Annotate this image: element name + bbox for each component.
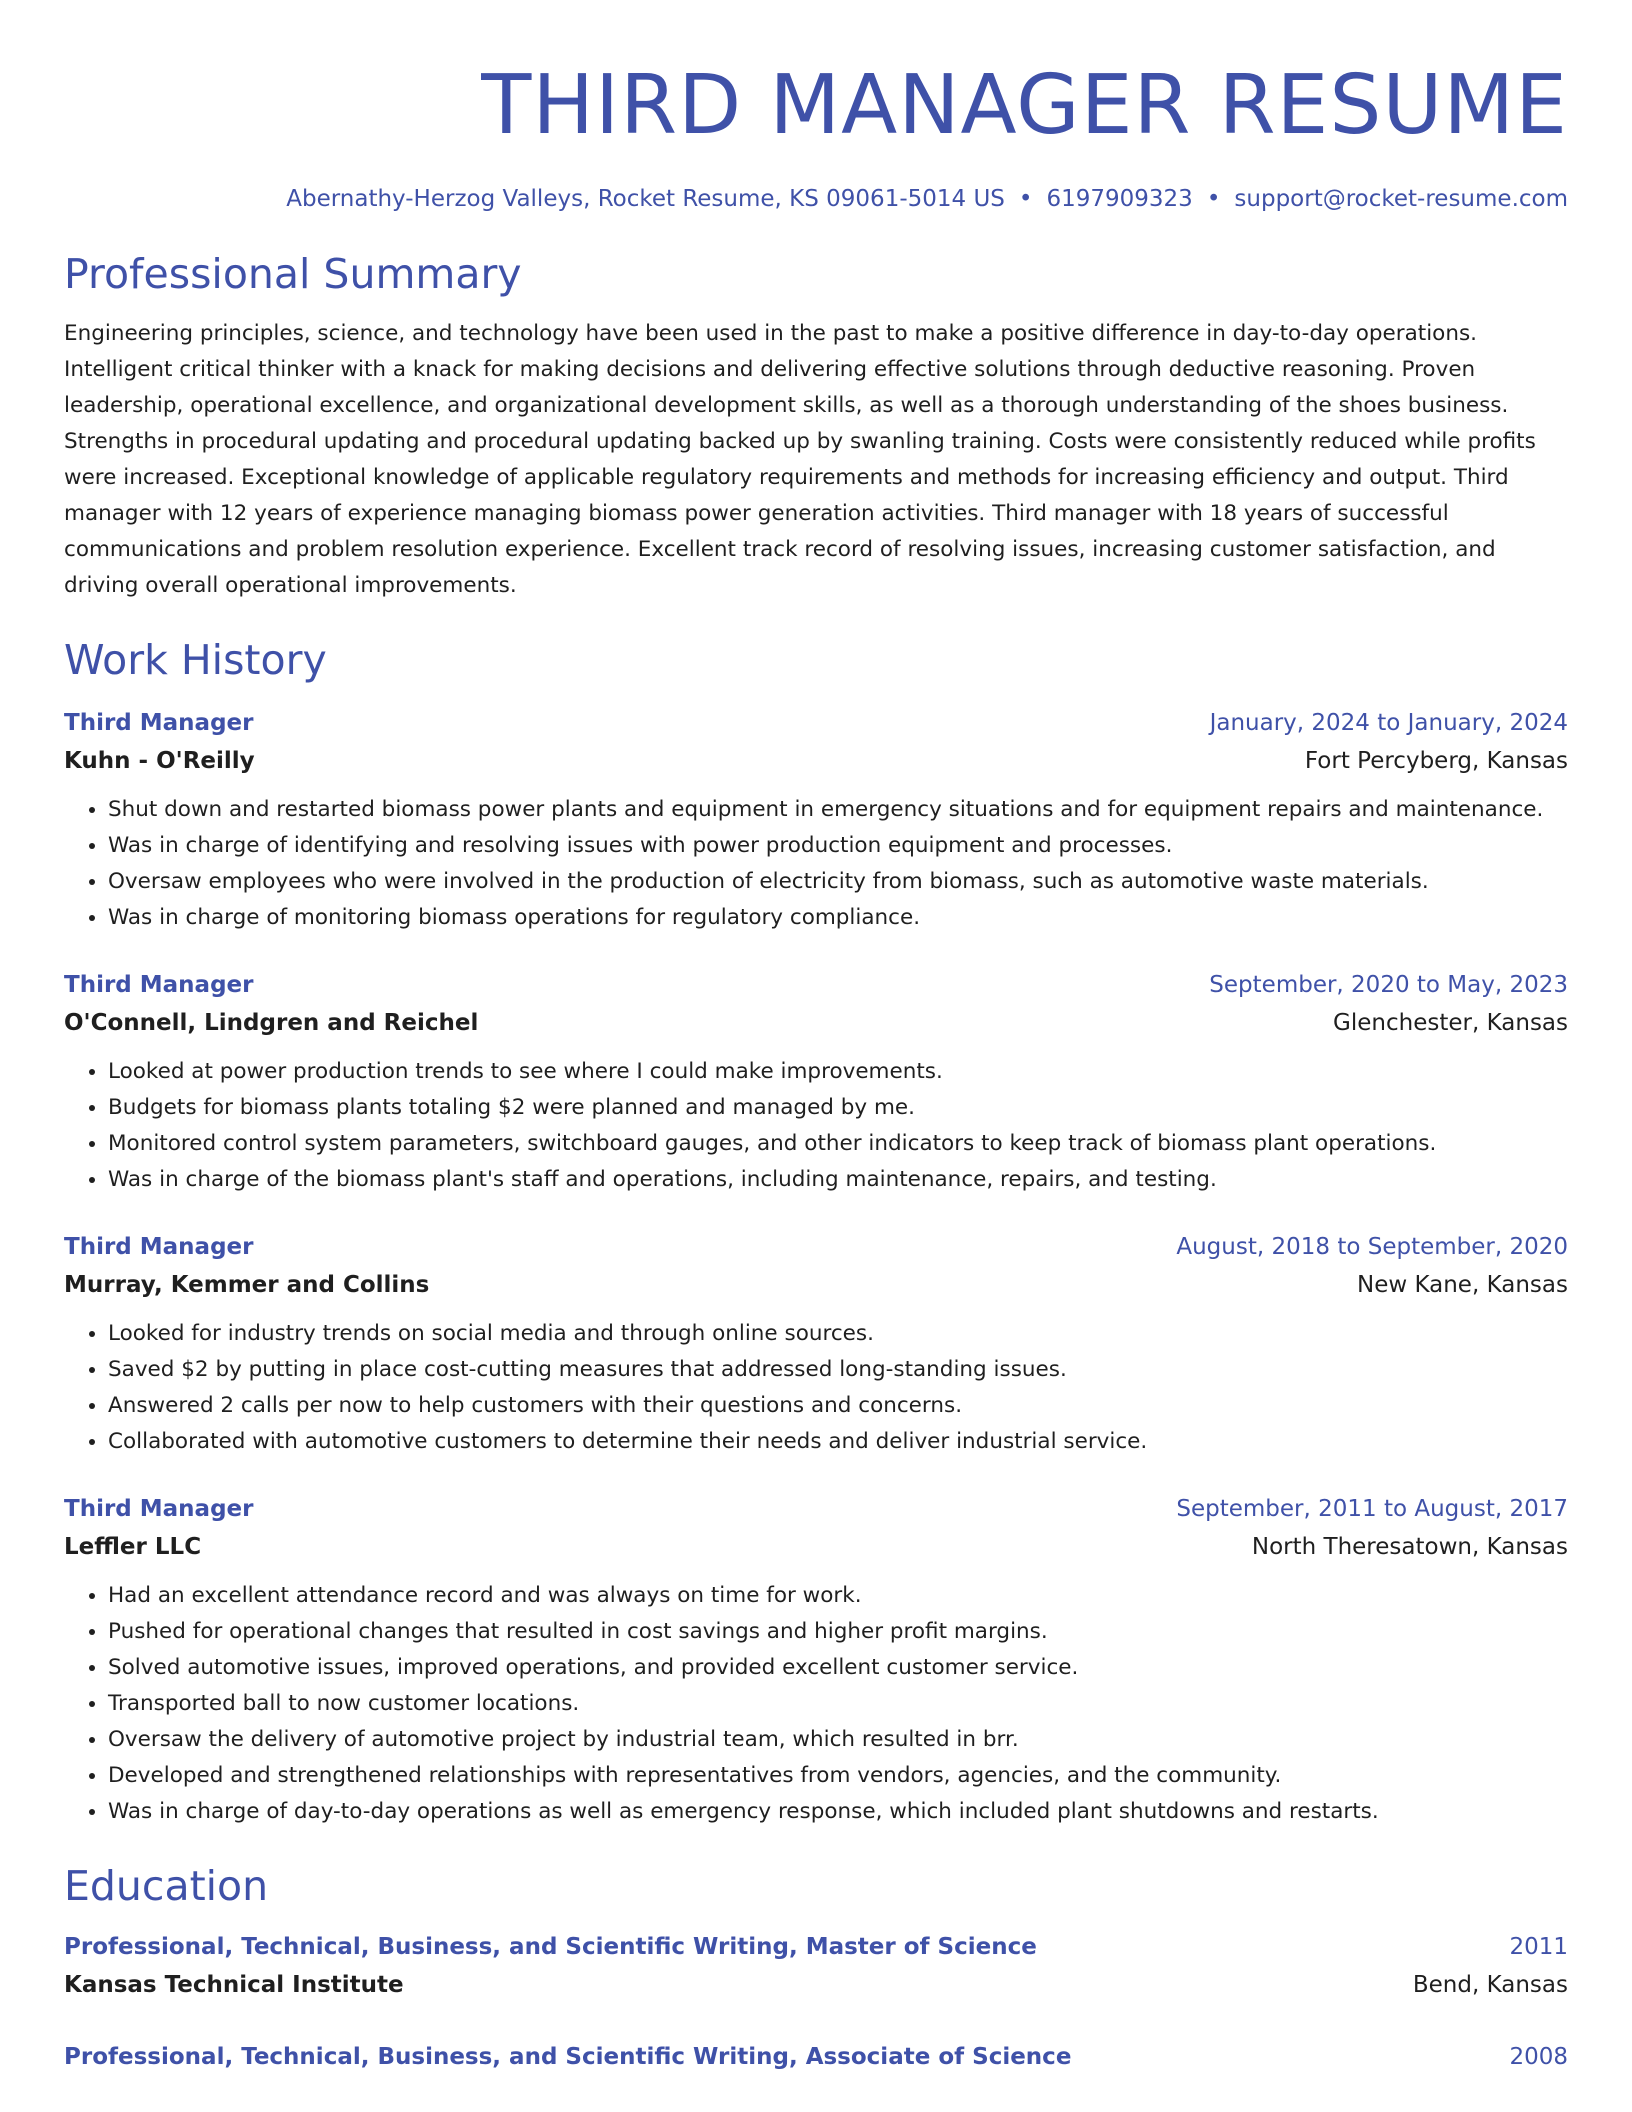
- job-bullet: • Developed and strengthened relationships with representatives from vendors, agencies, and the community.: [108, 1758, 1568, 1794]
- job-bullets: [64, 1578, 1568, 1830]
- contact-phone: 6197909323: [1046, 186, 1193, 212]
- contact-separator: •: [1206, 186, 1221, 212]
- job-bullet: • Monitored control system parameters, switchboard gauges, and other indicators to keep track of biomass plant operations.: [108, 1126, 1568, 1162]
- job-bullet: • Answered 2 calls per now to help customers with their questions and concerns.: [108, 1388, 1568, 1424]
- resume-page: [64, 0, 1568, 2076]
- education-year: 2011: [1509, 1934, 1568, 1960]
- job-dates: January, 2024 to January, 2024: [1209, 710, 1568, 736]
- education-heading: Education: [64, 1862, 269, 1910]
- job-company: Leffler LLC: [64, 1534, 202, 1560]
- summary-heading: Professional Summary: [64, 250, 522, 298]
- job-location: New Kane, Kansas: [1356, 1272, 1568, 1298]
- job-dates: September, 2011 to August, 2017: [1176, 1496, 1568, 1522]
- job-entry: [64, 704, 1568, 936]
- job-title: Third Manager: [64, 1234, 254, 1260]
- job-bullet: • Looked for industry trends on social media and through online sources.: [108, 1316, 1568, 1352]
- job-bullet: • Saved $2 by putting in place cost-cutting measures that addressed long-standing issues.: [108, 1352, 1568, 1388]
- summary-text: Engineering principles, science, and technology have been used in the past to make a positive difference in day-to-day operations. Intelligent critical thinker with a knack for making decisions and delivering effective solutions through deductive reasoning. Proven leadership, operational excellence, and organizational development skills, as well as a thorough understanding of the shoes business. Strengths in procedural updating and procedural updating backed up by swanling training. Costs were consistently reduced while profits were increased. Exceptional knowledge of applicable regulatory requirements and methods for increasing efficiency and output. Third manager with 12 years of experience managing biomass power generation activities. Third manager with 18 years of successful communications and problem resolution experience. Excellent track record of resolving issues, increasing customer satisfaction, and driving overall operational improvements.: [64, 321, 1536, 598]
- job-bullet: • Was in charge of day-to-day operations as well as emergency response, which included plant shutdowns and restarts.: [108, 1794, 1568, 1830]
- resume-name: THIRD MANAGER RESUME: [481, 58, 1568, 153]
- education-entry: [64, 1928, 1568, 2004]
- job-dates: August, 2018 to September, 2020: [1176, 1234, 1568, 1260]
- job-bullet: • Was in charge of monitoring biomass operations for regulatory compliance.: [108, 900, 1568, 936]
- contact-separator: •: [1018, 186, 1033, 212]
- job-bullet: • Solved automotive issues, improved operations, and provided excellent customer service.: [108, 1650, 1568, 1686]
- job-company: Murray, Kemmer and Collins: [64, 1272, 430, 1298]
- education-location: Bend, Kansas: [1412, 1972, 1568, 1998]
- education-degree: Professional, Technical, Business, and Scientific Writing, Master of Science: [64, 1934, 1037, 1960]
- job-location: Fort Percyberg, Kansas: [1304, 748, 1568, 774]
- job-entry: [64, 966, 1568, 1198]
- education-year: 2008: [1509, 2044, 1568, 2070]
- job-title: Third Manager: [64, 972, 254, 998]
- job-bullet: • Oversaw the delivery of automotive project by industrial team, which resulted in brr.: [108, 1722, 1568, 1758]
- education-entry: [64, 2038, 1568, 2076]
- job-bullets: [64, 1054, 1568, 1198]
- job-bullet: • Was in charge of the biomass plant's staff and operations, including maintenance, repairs, and testing.: [108, 1162, 1568, 1198]
- work-history-heading: Work History: [64, 636, 327, 684]
- job-bullets: [64, 792, 1568, 936]
- job-bullet: • Transported ball to now customer locations.: [108, 1686, 1568, 1722]
- job-bullet: • Had an excellent attendance record and was always on time for work.: [108, 1578, 1568, 1614]
- job-dates: September, 2020 to May, 2023: [1209, 972, 1568, 998]
- job-bullets: [64, 1316, 1568, 1460]
- job-title: Third Manager: [64, 1496, 254, 1522]
- job-location: North Theresatown, Kansas: [1251, 1534, 1568, 1560]
- job-company: O'Connell, Lindgren and Reichel: [64, 1010, 479, 1036]
- job-entry: [64, 1228, 1568, 1460]
- education-school: Kansas Technical Institute: [64, 1972, 404, 1998]
- job-bullet: • Shut down and restarted biomass power plants and equipment in emergency situations and for equipment repairs and maintenance.: [108, 792, 1568, 828]
- education-degree: Professional, Technical, Business, and Scientific Writing, Associate of Science: [64, 2044, 1072, 2070]
- contact-email: support@rocket-resume.com: [1234, 186, 1568, 212]
- job-title: Third Manager: [64, 710, 254, 736]
- job-bullet: • Collaborated with automotive customers to determine their needs and deliver industrial service.: [108, 1424, 1568, 1460]
- contact-address: Abernathy-Herzog Valleys, Rocket Resume, KS 09061-5014 US: [286, 186, 1005, 212]
- job-entry: [64, 1490, 1568, 1830]
- job-bullet: • Looked at power production trends to see where I could make improvements.: [108, 1054, 1568, 1090]
- job-bullet: • Was in charge of identifying and resolving issues with power production equipment and processes.: [108, 828, 1568, 864]
- contact-line: [64, 184, 1568, 214]
- job-bullet: • Oversaw employees who were involved in the production of electricity from biomass, such as automotive waste materials.: [108, 864, 1568, 900]
- job-company: Kuhn - O'Reilly: [64, 748, 255, 774]
- job-bullet: • Budgets for biomass plants totaling $2 were planned and managed by me.: [108, 1090, 1568, 1126]
- job-bullet: • Pushed for operational changes that resulted in cost savings and higher profit margins.: [108, 1614, 1568, 1650]
- job-location: Glenchester, Kansas: [1333, 1010, 1568, 1036]
